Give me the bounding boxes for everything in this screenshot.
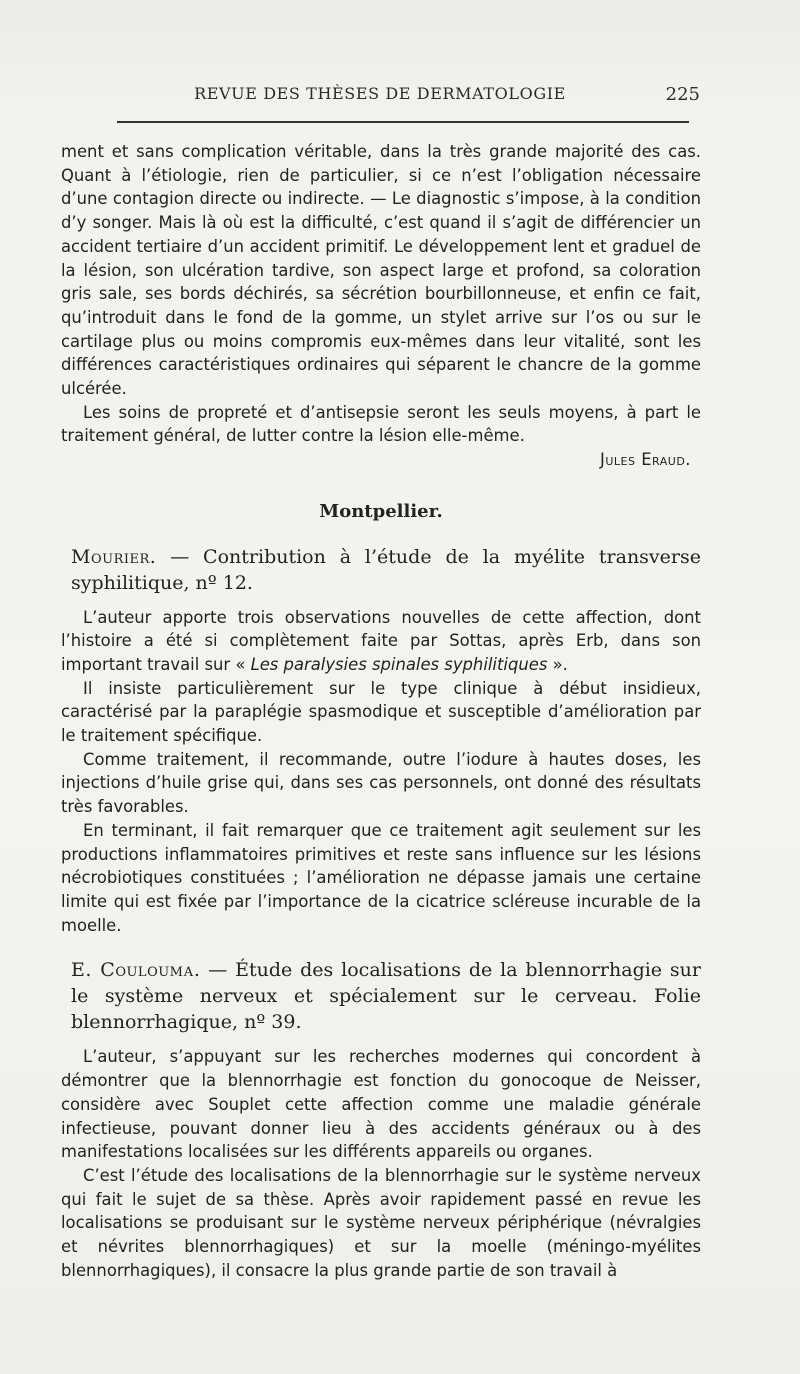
intro-paragraph-1: ment et sans complication véritable, dans la très grande majorité des cas. Quant à l’étiologie, rien de particulier, si ce n’est l’obligation nécessaire d’une contagion directe ou indirecte. — Le diagnostic s’impose, à la condition d’y songer. Mais là où est la difficulté, c’est quand il s’agit de différencier un accident tertiaire d’un accident primitif. Le développement lent et graduel de la lésion, son ulcération tardive, son aspect large et profond, sa coloration gris sale, ses bords déchirés, sa sécrétion bourbillonneuse, et enfin ce fait, qu’introduit dans le fond de la gomme, un stylet arrive sur l’os ou sur le cartilage plus ou moins compromis eux-mêmes dans leur vitalité, sont les différences caractéristiques ordinaires qui séparent le chancre de la gomme ulcérée. [61,142,701,399]
entry-2-heading [61,957,701,1035]
entry-2-paragraph-2: C’est l’étude des localisations de la blennorrhagie sur le système nerveux qui fait le sujet de sa thèse. Après avoir rapidement passé en revue les localisations se produisant sur le système nerveux périphérique (névralgies et névrites blennorrhagiques) et sur la moelle (méningo-myélites blennorrhagiques), il consacre la plus grande partie de son travail à [61,1165,701,1280]
entry-1-paragraph-2: Il insiste particulièrement sur le type clinique à début insidieux, caractérisé par la paraplégie spasmodique et susceptible d’amélioration par le traitement spécifique. [61,678,701,746]
page-number: 225 [665,84,700,105]
entry-1-p1-text: L’auteur apporte trois observations nouvelles de cette affection, dont l’histoire a été si complètement faite par Sottas, après Erb, dans son important travail sur « [61,607,701,674]
section-title: Montpellier. [319,500,443,522]
entry-2-paragraph-1: L’auteur, s’appuyant sur les recherches modernes qui concordent à démontrer que la blennorrhagie est fonction du gonocoque de Neisser, considère avec Souplet cette affection comme une maladie générale infectieuse, pouvant donner lieu à des accidents généraux ou à des manifestations localisées sur les différents appareils ou organes. [61,1047,701,1162]
spacer [61,937,701,953]
entry-2-title: — Étude des localisations de la blennorrhagie sur le système nerveux et spécialement sur le cerveau. Folie blennorrhagique, nº 39. [71,959,701,1034]
entry-2-author: E. Couloumа. [71,959,201,982]
entry-1-p1-end: ». [552,654,568,674]
entry-1-citation: Les paralysies spinales syphilitiques [250,654,548,674]
signature: Jules Eraud. [600,450,691,470]
entry-1-author: Mourier. [71,545,157,568]
entry-1-paragraph-3: Comme traitement, il recommande, outre l’iodure à hautes doses, les injections d’huile grise qui, dans ses cas personnels, ont donné des résultats très favorables. [61,749,701,817]
entry-1-heading [61,544,701,596]
intro-paragraph-2: Les soins de propreté et d’antisepsie seront les seuls moyens, à part le traitement général, de lutter contre la lésion elle-même. [61,402,701,446]
running-title: REVUE DES THÈSES DE DERMATOLOGIE [194,84,566,103]
header-rule [117,121,689,123]
entry-1-paragraph-1 [61,606,701,677]
entry-1-paragraph-4: En terminant, il fait remarquer que ce traitement agit seulement sur les productions inflammatoires primitives et reste sans influence sur les lésions nécrobiotiques constituées ; l’amélioration ne dépasse jamais une certaine limite qui est fixée par l’importance de la cicatrice scléreuse incurable de la moelle. [61,820,701,935]
page-body [61,140,701,1282]
page-header [60,84,700,112]
entry-1-title: — Contribution à l’étude de la myélite transverse syphilitique, nº 12. [71,545,701,594]
